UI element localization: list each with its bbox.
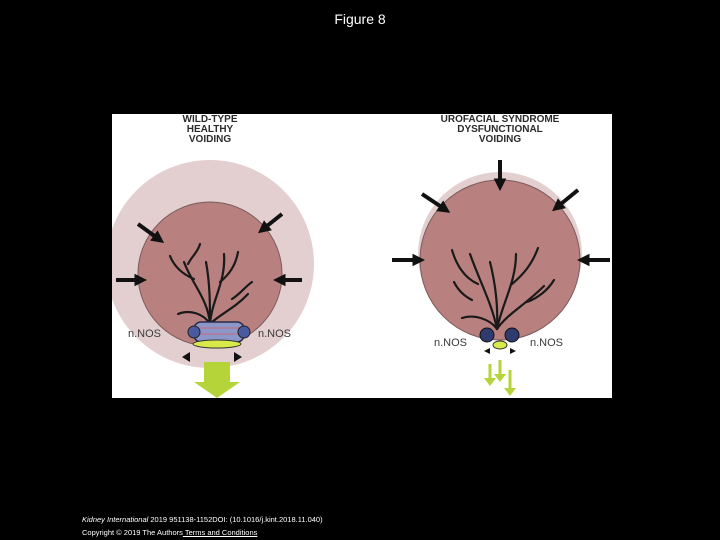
right-weak-stream-arrows	[484, 360, 516, 396]
footer-citation	[82, 515, 323, 524]
footer-copyright: Copyright © 2019 The Authors	[82, 528, 183, 537]
left-heading-line-3: VOIDING	[188, 134, 232, 145]
figure-image	[112, 114, 612, 398]
footer-journal: Kidney International	[82, 515, 149, 524]
left-nnos-label-right: n.NOS	[258, 328, 292, 340]
left-panel	[112, 114, 314, 398]
right-nnos-label-right: n.NOS	[530, 337, 564, 349]
right-heading-line-2: DYSFUNCTIONAL	[457, 124, 543, 135]
right-nnos-label-left: n.NOS	[434, 337, 468, 349]
footer-copyright-line	[82, 528, 257, 537]
slide-title: Figure 8	[334, 11, 386, 27]
right-heading-line-3: VOIDING	[478, 134, 522, 145]
right-panel	[392, 114, 610, 396]
left-heading-line-2: HEALTHY	[186, 124, 234, 135]
left-nnos-label-left: n.NOS	[128, 328, 162, 340]
right-heading-line-1: UROFACIAL SYNDROME	[440, 114, 560, 125]
left-sphincter	[188, 322, 250, 348]
footer-citation-text: 2019 951138-1152DOI: (10.1016/j.kint.2018.11.040)	[148, 515, 323, 524]
left-heading-line-1: WILD-TYPE	[182, 114, 238, 125]
terms-and-conditions-link[interactable]: Terms and Conditions	[182, 528, 258, 537]
